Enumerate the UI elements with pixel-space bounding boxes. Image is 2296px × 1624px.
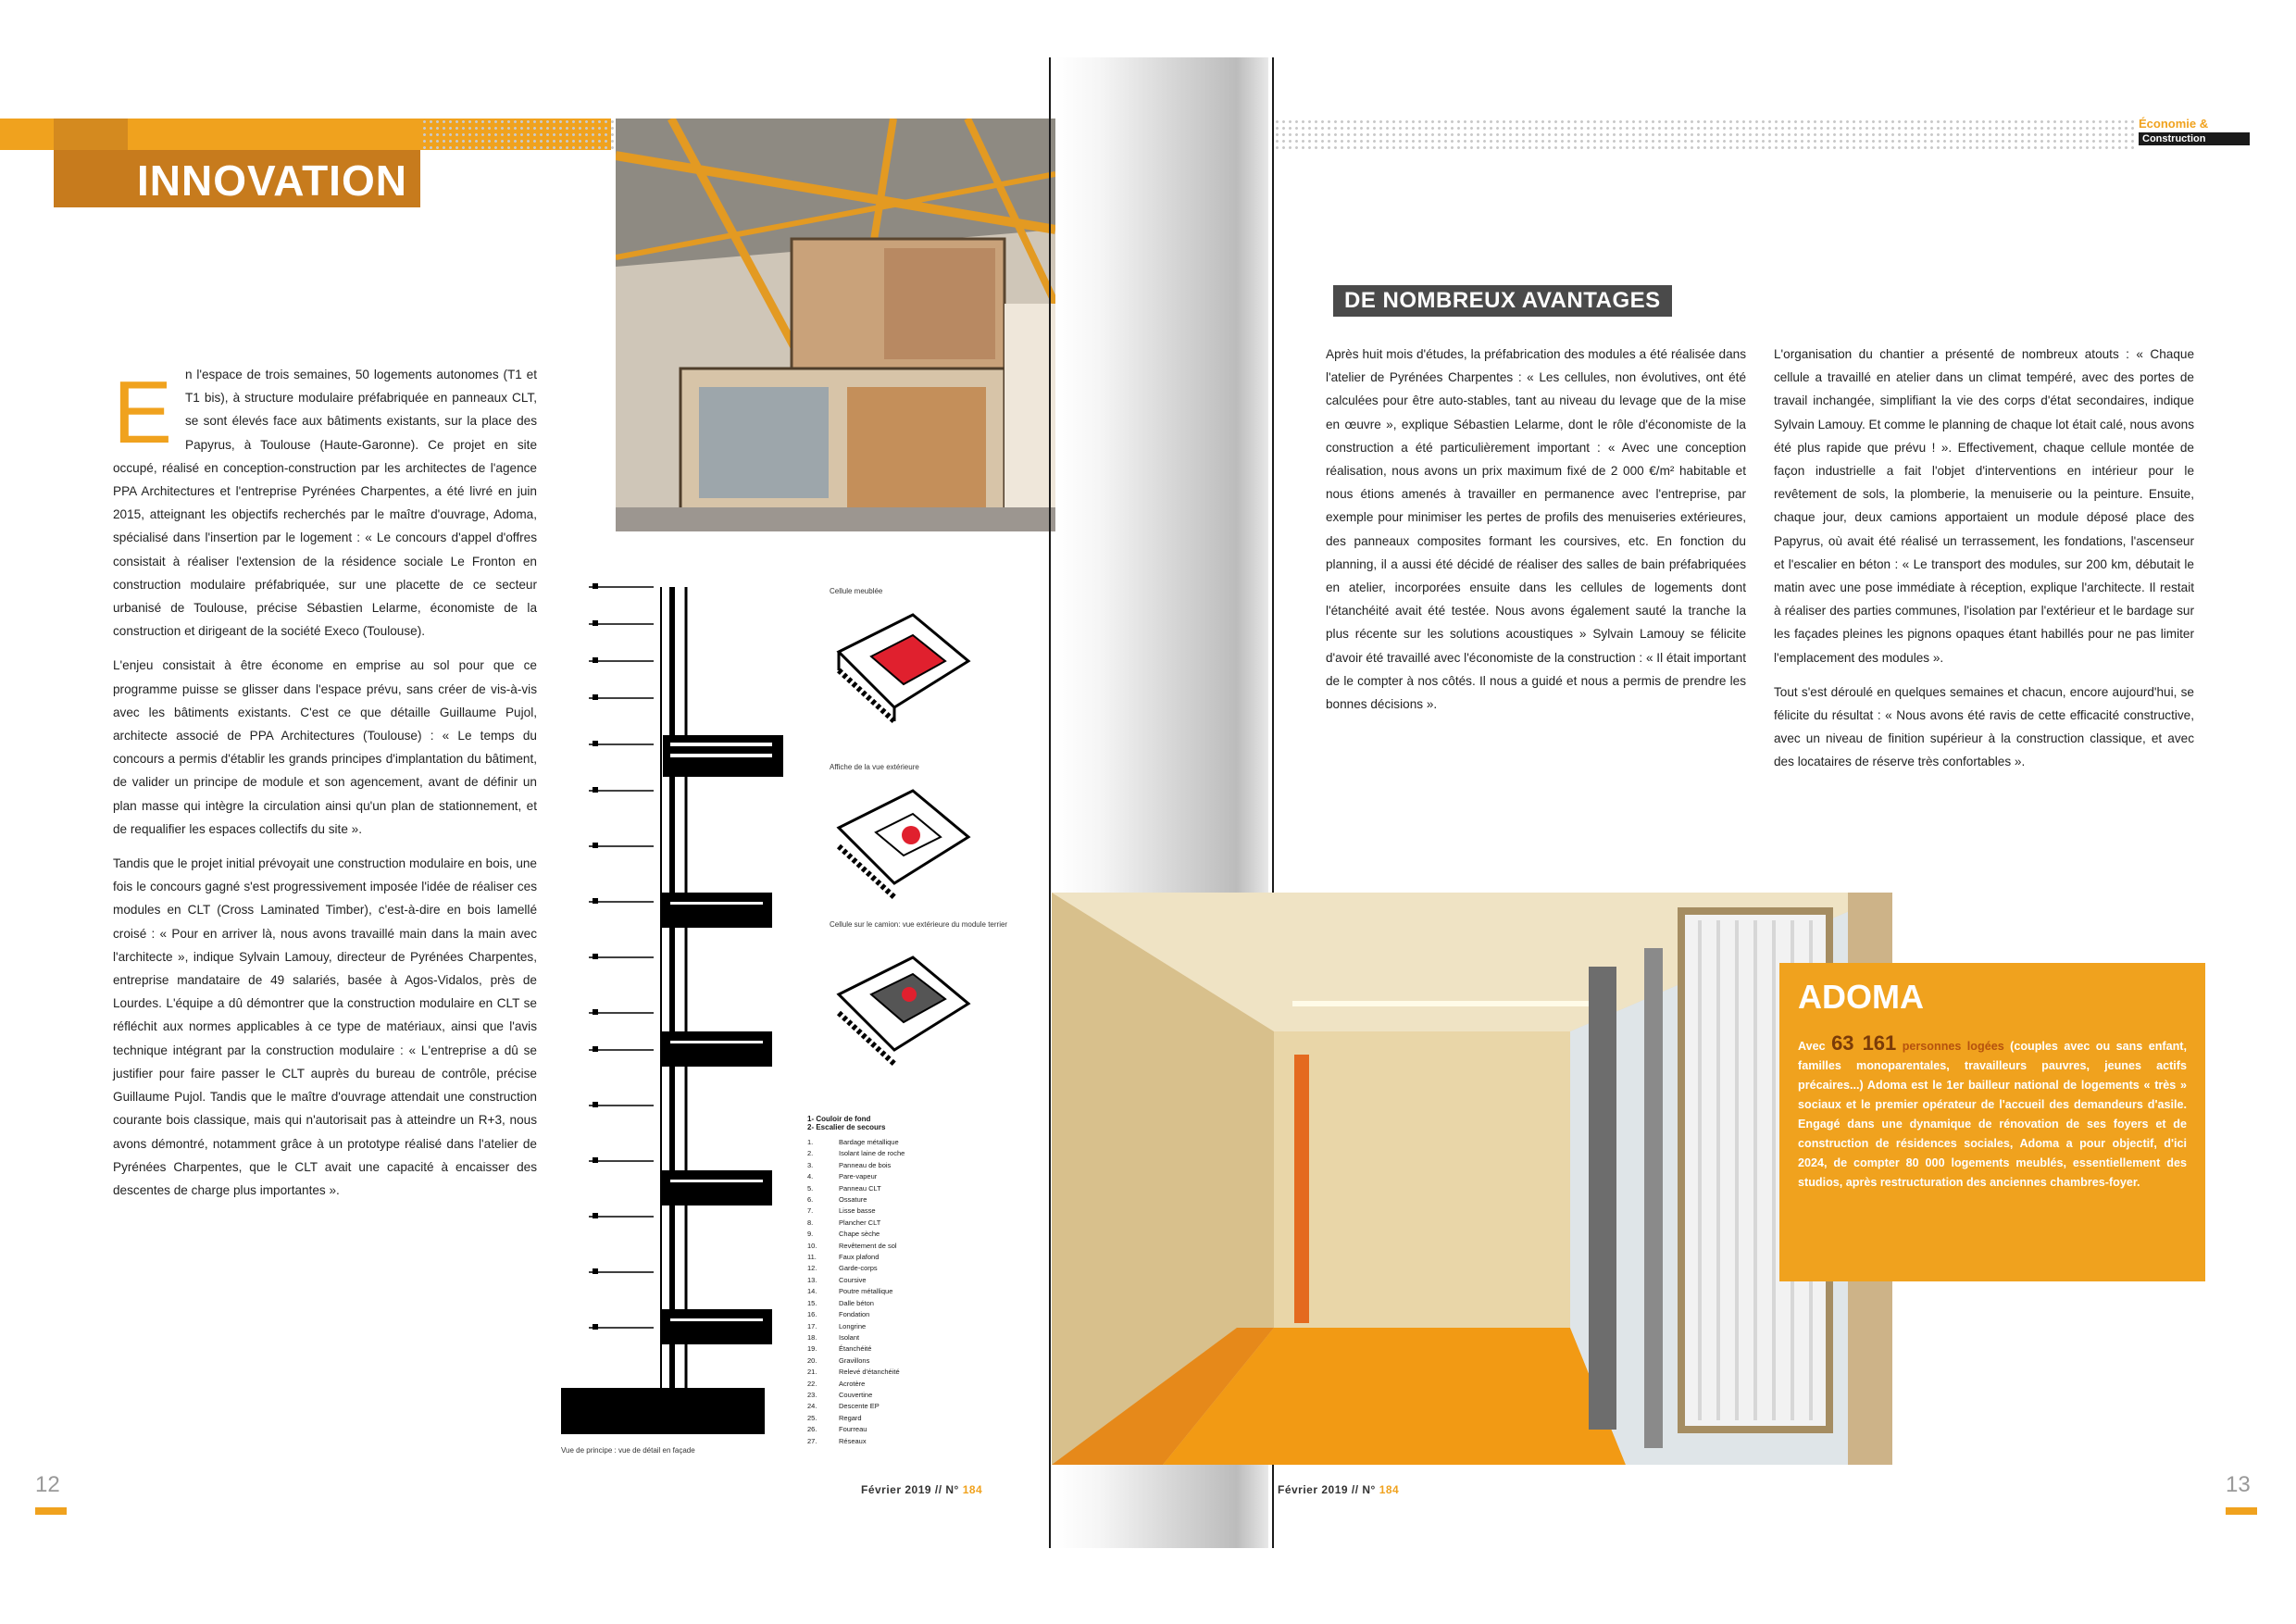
legend-item-number: 6. [807, 1195, 814, 1205]
legend-item [807, 1401, 1048, 1412]
legend-item-label: Regard [839, 1413, 862, 1422]
legend-item-label: Chape sèche [839, 1230, 880, 1239]
legend-item [807, 1194, 1048, 1206]
adoma-highlight: 63 161 [1831, 1031, 1897, 1055]
axo-label-mid2: Cellule sur le camion: vue extérieure du module terrier [830, 920, 1008, 929]
legend-item-number: 12. [807, 1264, 817, 1273]
adoma-text: (couples avec ou sans enfant, familles monoparentales, travailleurs pauvres, jeunes actifs précaires...) Adoma est le 1er bailleur national de logements « très » sociaux et le premier opérateur de l'accueil des demandeurs d'asile. Engagé dans une dynamique de rénovation de ses foyers et de construction de résidences sociales, Adoma a pour objectif, d'ici 2024, de compter 80 000 logements meublés, essentiellement des studios, après restructuration des anciennes chambres-foyer. [1798, 1040, 2187, 1189]
legend-item [807, 1218, 1048, 1229]
header-dots [421, 119, 616, 150]
legend-item [807, 1229, 1048, 1240]
photo-corridor [1052, 893, 1892, 1465]
legend-item-number: 21. [807, 1368, 817, 1377]
legend-item-label: Panneau CLT [839, 1183, 881, 1193]
legend-item-label: Descente EP [839, 1402, 880, 1411]
legend-item [807, 1160, 1048, 1171]
right-article-c2a: L'organisation du chantier a présenté de nombreux atouts : « Chaque cellule a travaillé en atelier dans un climat tempéré, avec des portes de travail inchangée, simplifiant la vie des corps d'état secondaires, indique Sylvain Lamouy. Et comme le planning de chaque lot était calé, nous avons été plus rapide que prévu ! ». Effectivement, chaque cellule montée de façon industrielle a fait l'objet d'interventions en intérieur pour le revêtement de sols, la plomberie, la menuiserie ou la peinture. Ensuite, chaque jour, deux camions apportaient un module déposé place des Papyrus, où avait été réalisé un terrassement, les fondations, l'ascenseur et l'escalier en béton : « Le transport des modules, sur 200 km, débutait le matin avec une pose immédiate à réception, explique l'architecte. Il restait à réaliser des parties communes, l'isolation par l'extérieur et le bardage sur les façades pleines les pignons opaques étant habillés pour ne pas limiter l'emplacement des modules ». [1774, 347, 2194, 665]
legend-item [807, 1355, 1048, 1367]
legend-item [807, 1241, 1048, 1252]
legend-item [807, 1343, 1048, 1355]
legend-item [807, 1263, 1048, 1274]
legend-item-number: 2. [807, 1149, 814, 1158]
legend-item [807, 1424, 1048, 1435]
section-diagram [552, 568, 1052, 1457]
left-article-p1: n l'espace de trois semaines, 50 logements autonomes (T1 et T1 bis), à structure modulaire préfabriquée en panneaux CLT, se sont élevés face aux bâtiments existants, sur la place des Papyrus, à Toulouse (Haute-Garonne). Ce projet en site occupé, réalisé en conception-construction par les architectes de l'agence PPA Architectures et l'entreprise Pyrénées Charpentes, a été livré en juin 2015, atteignant les objectifs recherchés par le maître d'ouvrage, Adoma, spécialisé dans l'insertion par le logement : « Le concours d'appel d'offres consistait à réaliser l'extension de la résidence sociale Le Fronton en construction modulaire préfabriquée, sur une placette de ce secteur urbanisé de Toulouse, précise Sébastien Lelarme, économiste de la construction et dirigeant de la société Execo (Toulouse). [113, 368, 537, 639]
right-article-col1 [1326, 343, 1746, 727]
adoma-highlight-2: personnes logées [1902, 1040, 2004, 1053]
axo-module-3 [820, 948, 978, 1068]
legend-item-number: 5. [807, 1183, 814, 1193]
legend-item-number: 10. [807, 1241, 817, 1250]
legend-item-number: 13. [807, 1275, 817, 1284]
page-left [0, 0, 1055, 1624]
legend-item-label: Réseaux [839, 1436, 867, 1445]
legend-item-number: 7. [807, 1206, 814, 1216]
legend-title: 1- Couloir de fond [807, 1115, 871, 1123]
folio-left: 12 [35, 1472, 60, 1497]
facade-section-drawing [552, 568, 792, 1457]
legend-item-number: 4. [807, 1172, 814, 1181]
legend-item-label: Gravillons [839, 1355, 870, 1365]
legend-item-number: 11. [807, 1253, 817, 1262]
legend-list [807, 1137, 1048, 1447]
legend-item-label: Bardage métallique [839, 1138, 899, 1146]
legend-item-label: Panneau de bois [839, 1160, 892, 1169]
legend-item-label: Dalle béton [839, 1298, 874, 1307]
right-article-c1: Après huit mois d'études, la préfabrication des modules a été réalisée dans l'atelier de Pyrénées Charpentes : « Les cellules, non évolutives, ont été calculées pour être auto-stables, tant au niveau du levage que de la mise en œuvre », explique Sébastien Lelarme, dont le rôle d'économiste de la construction a été particulièrement important : « Avec une conception réalisation, nous avons un prix maximum fixé de 2 000 €/m² habitable et nous étions amenés à travailler en permanence avec l'entreprise, par exemple pour minimiser les pertes de profils des menuiseries extérieures, des panneaux composites formant les coursives, etc. En fonction du planning, il a aussi été décidé de réaliser des salles de bain préfabriquées en atelier, incorporées ensuite dans les cellules de logements dont l'étanchéité avait été testée. Nous avons également sauté la tranche la plus récente sur les solutions acoustiques » Sylvain Lamouy se félicite d'avoir été travaillé avec l'économiste de la construction : « Il était important de le compter à nos côtés. Il nous a guidé et nous a permis de prendre les bonnes décisions ». [1326, 347, 1747, 712]
legend-item-number: 1. [807, 1138, 814, 1146]
dropcap: E [113, 363, 173, 462]
legend-item [807, 1390, 1048, 1401]
legend-item-number: 8. [807, 1218, 814, 1227]
diagram-caption: Vue de principe : vue de détail en façade [561, 1446, 695, 1455]
legend-item-number: 17. [807, 1321, 817, 1330]
legend-item-number: 23. [807, 1390, 817, 1399]
footer-left-text: Février 2019 // N° [861, 1483, 959, 1496]
legend-item [807, 1413, 1048, 1424]
article-heading: DE NOMBREUX AVANTAGES [1333, 285, 1672, 317]
adoma-box [1779, 963, 2205, 1281]
right-article-c2b: Tout s'est déroulé en quelques semaines et chacun, encore aujourd'hui, se félicite du résultat : « Nous avons été ravis de cette efficacité constructive, avec un niveau de finition supérieur à la construction classique, et avec des locataires de réserve très confortables ». [1774, 684, 2194, 769]
right-header-line1: Économie & [2139, 117, 2209, 131]
legend-item [807, 1148, 1048, 1159]
right-header-line2: Construction [2139, 132, 2250, 145]
left-article-column [113, 363, 537, 1213]
legend-item-number: 27. [807, 1436, 817, 1445]
footer-right-text: Février 2019 // N° [1278, 1483, 1376, 1496]
legend-title-2: 2- Escalier de secours [807, 1123, 886, 1131]
legend-item-label: Pare-vapeur [839, 1172, 878, 1181]
legend-item [807, 1379, 1048, 1390]
legend-item [807, 1171, 1048, 1182]
section-label-accent [54, 119, 128, 150]
legend-item-number: 15. [807, 1298, 817, 1307]
corridor-illustration [1052, 893, 1892, 1465]
adoma-title: ADOMA [1798, 978, 1924, 1016]
axo-label-mid: Affiche de la vue extérieure [830, 763, 919, 771]
legend-item-label: Garde-corps [839, 1264, 878, 1273]
legend-item-label: Isolant laine de roche [839, 1149, 905, 1158]
axo-module-1 [820, 606, 978, 726]
legend-item-number: 3. [807, 1160, 814, 1169]
folio-right: 13 [2226, 1472, 2251, 1497]
legend-item-label: Faux plafond [839, 1253, 880, 1262]
legend-item-number: 18. [807, 1332, 817, 1342]
folio-bar-right [2226, 1507, 2257, 1515]
right-header-brand [2139, 117, 2250, 145]
legend-item-number: 25. [807, 1413, 817, 1422]
legend-item-label: Plancher CLT [839, 1218, 881, 1227]
legend-item [807, 1309, 1048, 1320]
footer-right [1278, 1483, 1399, 1496]
legend-item [807, 1286, 1048, 1297]
legend-item-number: 20. [807, 1355, 817, 1365]
photo-workshop [616, 119, 1055, 531]
legend-item-label: Fondation [839, 1310, 870, 1319]
legend-item [807, 1367, 1048, 1378]
legend-item-label: Ossature [839, 1195, 867, 1205]
legend-item-number: 24. [807, 1402, 817, 1411]
section-label: INNOVATION [137, 156, 407, 205]
legend-item-label: Relevé d'étanchéité [839, 1368, 900, 1377]
right-header-dots [1274, 119, 2135, 150]
legend-item-number: 22. [807, 1379, 817, 1388]
legend-item [807, 1321, 1048, 1332]
legend-item-label: Lisse basse [839, 1206, 876, 1216]
adoma-body [1798, 1033, 2187, 1193]
footer-left-num: 184 [962, 1483, 983, 1496]
legend-item [807, 1298, 1048, 1309]
legend-item-label: Fourreau [839, 1425, 867, 1434]
legend-item-label: Étanchéité [839, 1344, 872, 1354]
legend-item-number: 16. [807, 1310, 817, 1319]
footer-right-num: 184 [1379, 1483, 1400, 1496]
legend-item [807, 1275, 1048, 1286]
legend-item [807, 1252, 1048, 1263]
legend-item [807, 1206, 1048, 1217]
axo-module-2 [820, 781, 978, 902]
legend-item [807, 1183, 1048, 1194]
legend-item [807, 1436, 1048, 1447]
legend-item [807, 1332, 1048, 1343]
diagram-legend [807, 1115, 1048, 1447]
left-article-p2: L'enjeu consistait à être économe en emprise au sol pour que ce programme puisse se glisser dans l'espace prévu, sans créer de vis-à-vis avec les bâtiments existants. C'est ce que détaille Guillaume Pujol, architecte associé de PPA Architectures (Toulouse) : « Le temps du concours a permis d'établir les grands principes d'implantation du bâtiment, de valider un principe de module et son agencement, avant de définir un plan masse qui intègre la circulation ainsi qu'un plan de stationnement, et de requalifier les espaces collectifs du site ». [113, 658, 537, 836]
legend-item-number: 14. [807, 1287, 817, 1296]
legend-item-number: 9. [807, 1230, 814, 1239]
legend-item-number: 19. [807, 1344, 817, 1354]
legend-item-label: Acrotère [839, 1379, 866, 1388]
adoma-intro: Avec [1798, 1040, 1826, 1053]
legend-item [807, 1137, 1048, 1148]
legend-item-label: Coursive [839, 1275, 867, 1284]
legend-item-label: Couvertine [839, 1390, 873, 1399]
legend-item-label: Longrine [839, 1321, 867, 1330]
gutter-rule-left [1049, 57, 1051, 1548]
legend-item-label: Isolant [839, 1332, 860, 1342]
legend-item-label: Poutre métallique [839, 1287, 893, 1296]
legend-item-number: 26. [807, 1425, 817, 1434]
legend-item-label: Revêtement de sol [839, 1241, 897, 1250]
axo-label-top: Cellule meublée [830, 587, 883, 595]
left-article-p3: Tandis que le projet initial prévoyait une construction modulaire en bois, une fois le concours gagné s'est progressivement imposée l'idée de réaliser ces modules en CLT (Cross Laminated Timber), c'est-à-dire en bois lamellé croisé : « Pour en arriver là, nous avons travaillé main dans la main avec l'architecte », indique Sylvain Lamouy, directeur de Pyrénées Charpentes, entreprise mandataire de 49 salariés, basée à Agos-Vidalos, près de Lourdes. L'équipe a dû démontrer que la construction modulaire en CLT se réfléchit aux normes applicables à ce type de matériaux, ainsi que l'avis technique intégrant par la construction modulaire : « L'entreprise a dû se justifier pour faire passer le CLT auprès du bureau de contrôle, précise Guillaume Pujol. Tandis que le maître d'ouvrage attendait une construction courante bois classique, mais qui n'autorisait pas à atteindre un R+3, nous avons démontré, notamment grâce à un prototype réalisé dans l'atelier de Pyrénées Charpentes, que le CLT avait une capacité à encaisser des descentes de charge plus importantes ». [113, 856, 537, 1197]
workshop-illustration [616, 119, 1055, 531]
footer-left [861, 1483, 982, 1496]
right-article-col2 [1774, 343, 2194, 785]
folio-bar-left [35, 1507, 67, 1515]
